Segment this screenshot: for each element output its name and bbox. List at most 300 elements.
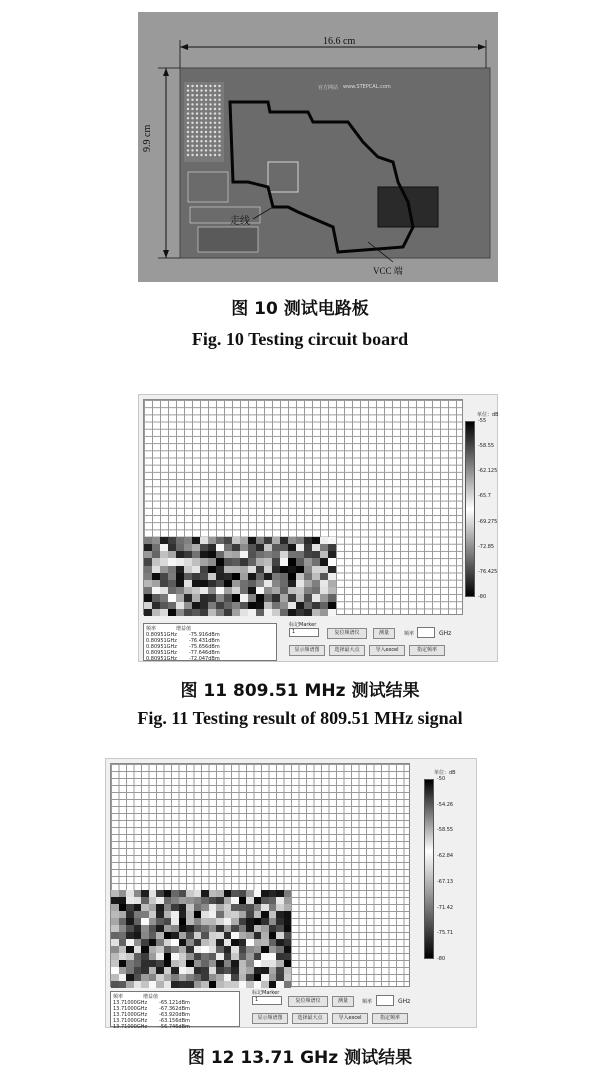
list-item[interactable]: 0.80951GHz -72.047dBm: [146, 656, 220, 662]
heatmap-cell: [312, 544, 320, 551]
heatmap-cell: [168, 566, 176, 573]
heatmap-cell: [119, 960, 127, 967]
heatmap-cell: [144, 580, 152, 587]
heatmap-cell: [149, 904, 157, 911]
heatmap-cell: [216, 939, 224, 946]
heatmap-cell: [224, 558, 232, 565]
heatmap-cell: [320, 566, 328, 573]
heatmap-cell: [261, 967, 269, 974]
heatmap-cell: [216, 946, 224, 953]
heatmap-cell: [269, 932, 277, 939]
heatmap-cell: [256, 587, 264, 594]
heatmap-cell: [156, 890, 164, 897]
heatmap-cell: [261, 974, 269, 981]
heatmap-cell: [328, 537, 336, 544]
heatmap-cell: [194, 925, 202, 932]
heatmap-cell: [248, 551, 256, 558]
heatmap-cell: [141, 974, 149, 981]
heatmap-cell: [239, 911, 247, 918]
heatmap-cell: [149, 890, 157, 897]
heatmap-cell: [248, 573, 256, 580]
heatmap-cell: [200, 602, 208, 609]
heatmap-cell: [209, 925, 217, 932]
heatmap-cell: [171, 932, 179, 939]
heatmap-cell: [149, 939, 157, 946]
heatmap-cell: [179, 911, 187, 918]
heatmap-cell: [320, 544, 328, 551]
heatmap-cell: [152, 573, 160, 580]
heatmap-cell: [254, 897, 262, 904]
heatmap-cell: [246, 967, 254, 974]
heatmap-cell: [141, 981, 149, 988]
heatmap-cell: [164, 967, 172, 974]
heatmap-cell: [246, 939, 254, 946]
heatmap-cell: [126, 890, 134, 897]
heatmap-cell: [186, 890, 194, 897]
heatmap-cell: [304, 609, 312, 616]
heatmap-cell: [231, 967, 239, 974]
fig12-unit: GHz: [398, 998, 411, 1005]
heatmap-cell: [239, 904, 247, 911]
heatmap-cell: [232, 573, 240, 580]
fig11-reset-button[interactable]: 复位频谱仪: [327, 628, 367, 639]
colorbar-tick-label: -55: [478, 418, 487, 424]
heatmap-cell: [171, 939, 179, 946]
heatmap-cell: [160, 587, 168, 594]
heatmap-cell: [231, 897, 239, 904]
heatmap-cell: [186, 911, 194, 918]
fig11-freq-input[interactable]: [417, 627, 435, 638]
heatmap-cell: [239, 932, 247, 939]
heatmap-cell: [209, 953, 217, 960]
colorbar-tick-label: -75.71: [437, 930, 454, 937]
heatmap-cell: [192, 566, 200, 573]
heatmap-cell: [201, 981, 209, 988]
heatmap-cell: [240, 544, 248, 551]
heatmap-cell: [134, 897, 142, 904]
heatmap-cell: [256, 609, 264, 616]
heatmap-cell: [168, 609, 176, 616]
heatmap-cell: [201, 904, 209, 911]
heatmap-cell: [239, 897, 247, 904]
fig12-reset-button[interactable]: 复位频谱仪: [288, 996, 328, 1007]
heatmap-cell: [176, 609, 184, 616]
heatmap-cell: [328, 566, 336, 573]
heatmap-cell: [134, 925, 142, 932]
heatmap-cell: [160, 558, 168, 565]
heatmap-cell: [224, 890, 232, 897]
heatmap-cell: [184, 558, 192, 565]
heatmap-cell: [231, 981, 239, 988]
heatmap-cell: [284, 967, 292, 974]
heatmap-cell: [224, 974, 232, 981]
heatmap-cell: [184, 551, 192, 558]
fig12-set-freq-button[interactable]: 指定频率: [372, 1013, 408, 1024]
heatmap-cell: [168, 602, 176, 609]
heatmap-cell: [261, 918, 269, 925]
heatmap-cell: [134, 960, 142, 967]
heatmap-cell: [231, 960, 239, 967]
heatmap-cell: [149, 967, 157, 974]
heatmap-cell: [284, 960, 292, 967]
heatmap-cell: [239, 890, 247, 897]
heatmap-cell: [171, 960, 179, 967]
fig11-show-spectrum-button[interactable]: 显示频谱图: [289, 645, 325, 656]
heatmap-cell: [280, 551, 288, 558]
heatmap-cell: [194, 918, 202, 925]
heatmap-cell: [171, 918, 179, 925]
heatmap-cell: [171, 981, 179, 988]
heatmap-cell: [296, 573, 304, 580]
list-item[interactable]: 13.71000GHz -56.746dBm: [113, 1024, 190, 1030]
fig12-marker-select[interactable]: 1: [252, 996, 282, 1005]
fig11-import-excel-button[interactable]: 导入excel: [369, 645, 405, 656]
fig12-caption-cn: 图 12 13.71 GHz 测试结果: [187, 1048, 413, 1068]
heatmap-cell: [269, 911, 277, 918]
heatmap-cell: [224, 911, 232, 918]
heatmap-cell: [254, 904, 262, 911]
heatmap-cell: [284, 953, 292, 960]
fig11-measure-button[interactable]: 测量: [373, 628, 395, 639]
heatmap-cell: [276, 918, 284, 925]
heatmap-cell: [231, 932, 239, 939]
heatmap-cell: [312, 594, 320, 601]
heatmap-cell: [224, 939, 232, 946]
fig12-colorbar-ticks: [437, 776, 459, 962]
heatmap-cell: [216, 594, 224, 601]
heatmap-cell: [111, 939, 119, 946]
heatmap-cell: [164, 946, 172, 953]
heatmap-cell: [200, 551, 208, 558]
heatmap-cell: [200, 587, 208, 594]
heatmap-cell: [328, 587, 336, 594]
heatmap-cell: [186, 939, 194, 946]
fig11-select-max-button[interactable]: 选择最大点: [329, 645, 365, 656]
heatmap-cell: [280, 587, 288, 594]
heatmap-cell: [276, 911, 284, 918]
heatmap-cell: [284, 925, 292, 932]
heatmap-cell: [256, 573, 264, 580]
heatmap-cell: [119, 918, 127, 925]
fig12-colorbar: [424, 779, 434, 959]
heatmap-cell: [141, 946, 149, 953]
heatmap-cell: [261, 960, 269, 967]
heatmap-cell: [168, 537, 176, 544]
heatmap-cell: [280, 573, 288, 580]
heatmap-cell: [288, 594, 296, 601]
heatmap-cell: [192, 537, 200, 544]
heatmap-cell: [179, 925, 187, 932]
heatmap-cell: [119, 911, 127, 918]
heatmap-cell: [246, 953, 254, 960]
heatmap-cell: [264, 580, 272, 587]
heatmap-cell: [296, 558, 304, 565]
heatmap-cell: [164, 981, 172, 988]
heatmap-cell: [156, 960, 164, 967]
heatmap-cell: [208, 558, 216, 565]
heatmap-cell: [276, 960, 284, 967]
heatmap-cell: [144, 566, 152, 573]
heatmap-cell: [288, 580, 296, 587]
heatmap-cell: [240, 609, 248, 616]
heatmap-cell: [168, 594, 176, 601]
heatmap-cell: [288, 551, 296, 558]
heatmap-cell: [248, 609, 256, 616]
heatmap-cell: [248, 587, 256, 594]
heatmap-cell: [248, 580, 256, 587]
heatmap-cell: [126, 939, 134, 946]
list-item[interactable]: 13.71000GHz -63.156dBm: [113, 1018, 190, 1024]
heatmap-cell: [276, 967, 284, 974]
heatmap-cell: [184, 602, 192, 609]
heatmap-cell: [141, 904, 149, 911]
heatmap-cell: [261, 946, 269, 953]
heatmap-cell: [256, 551, 264, 558]
heatmap-cell: [272, 580, 280, 587]
heatmap-cell: [312, 602, 320, 609]
heatmap-cell: [209, 918, 217, 925]
heatmap-cell: [264, 566, 272, 573]
heatmap-cell: [216, 558, 224, 565]
heatmap-cell: [144, 587, 152, 594]
heatmap-cell: [246, 981, 254, 988]
fig12-measure-button[interactable]: 测量: [332, 996, 354, 1007]
heatmap-cell: [156, 904, 164, 911]
heatmap-cell: [184, 544, 192, 551]
fig12-result-list[interactable]: [110, 991, 240, 1030]
heatmap-cell: [284, 890, 292, 897]
heatmap-cell: [176, 594, 184, 601]
heatmap-cell: [240, 587, 248, 594]
heatmap-cell: [164, 904, 172, 911]
heatmap-cell: [119, 946, 127, 953]
heatmap-cell: [201, 946, 209, 953]
heatmap-cell: [269, 918, 277, 925]
heatmap-cell: [156, 967, 164, 974]
heatmap-cell: [200, 580, 208, 587]
heatmap-cell: [284, 939, 292, 946]
heatmap-cell: [276, 890, 284, 897]
heatmap-cell: [288, 602, 296, 609]
heatmap-cell: [320, 587, 328, 594]
heatmap-cell: [208, 544, 216, 551]
fig12-show-spectrum-button[interactable]: 显示频谱图: [252, 1013, 288, 1024]
heatmap-cell: [239, 918, 247, 925]
heatmap-cell: [134, 967, 142, 974]
heatmap-cell: [149, 960, 157, 967]
list-item[interactable]: 13.71000GHz -65.121dBm: [113, 1000, 190, 1006]
heatmap-cell: [224, 587, 232, 594]
heatmap-cell: [240, 594, 248, 601]
heatmap-cell: [256, 544, 264, 551]
heatmap-cell: [192, 580, 200, 587]
heatmap-cell: [119, 953, 127, 960]
heatmap-cell: [224, 967, 232, 974]
heatmap-cell: [160, 609, 168, 616]
heatmap-cell: [144, 537, 152, 544]
heatmap-cell: [111, 974, 119, 981]
heatmap-cell: [156, 925, 164, 932]
heatmap-cell: [246, 925, 254, 932]
heatmap-cell: [232, 594, 240, 601]
heatmap-cell: [209, 904, 217, 911]
heatmap-cell: [280, 544, 288, 551]
heatmap-cell: [164, 918, 172, 925]
heatmap-cell: [194, 897, 202, 904]
heatmap-cell: [320, 609, 328, 616]
heatmap-cell: [276, 974, 284, 981]
heatmap-cell: [254, 911, 262, 918]
heatmap-cell: [216, 960, 224, 967]
heatmap-cell: [288, 544, 296, 551]
heatmap-cell: [248, 558, 256, 565]
fig12-select-max-button[interactable]: 选择最大点: [292, 1013, 328, 1024]
heatmap-cell: [156, 918, 164, 925]
heatmap-cell: [246, 974, 254, 981]
list-item[interactable]: 0.80951GHz -77.646dBm: [146, 650, 220, 656]
heatmap-cell: [156, 897, 164, 904]
heatmap-cell: [224, 946, 232, 953]
heatmap-cell: [119, 981, 127, 988]
heatmap-cell: [111, 904, 119, 911]
heatmap-cell: [246, 918, 254, 925]
list-item[interactable]: 13.71000GHz -63.920dBm: [113, 1012, 190, 1018]
heatmap-cell: [186, 897, 194, 904]
heatmap-cell: [156, 981, 164, 988]
colorbar-tick-label: -80: [437, 956, 446, 962]
heatmap-cell: [184, 580, 192, 587]
fig10-caption-en: Fig. 10 Testing circuit board: [191, 329, 409, 349]
colorbar-tick-label: -72.85: [478, 543, 495, 550]
heatmap-cell: [194, 939, 202, 946]
heatmap-cell: [171, 904, 179, 911]
heatmap-cell: [320, 537, 328, 544]
heatmap-cell: [216, 566, 224, 573]
fig11-caption-cn: 图 11 809.51 MHz 测试结果: [180, 681, 420, 701]
fig12-freq-input[interactable]: [376, 995, 394, 1006]
fig11-set-freq-button[interactable]: 指定频率: [409, 645, 445, 656]
heatmap-cell: [200, 558, 208, 565]
heatmap-cell: [216, 911, 224, 918]
colorbar-tick-label: -58.55: [478, 443, 495, 450]
heatmap-cell: [152, 602, 160, 609]
heatmap-cell: [269, 960, 277, 967]
heatmap-cell: [152, 537, 160, 544]
heatmap-cell: [126, 932, 134, 939]
heatmap-cell: [280, 558, 288, 565]
heatmap-cell: [276, 904, 284, 911]
heatmap-cell: [208, 551, 216, 558]
heatmap-cell: [119, 890, 127, 897]
heatmap-cell: [179, 904, 187, 911]
heatmap-cell: [192, 558, 200, 565]
heatmap-cell: [194, 974, 202, 981]
heatmap-cell: [304, 537, 312, 544]
heatmap-cell: [256, 537, 264, 544]
heatmap-cell: [216, 953, 224, 960]
heatmap-cell: [272, 573, 280, 580]
colorbar-tick-label: -54.26: [437, 801, 454, 808]
heatmap-cell: [254, 953, 262, 960]
heatmap-cell: [111, 925, 119, 932]
heatmap-cell: [171, 953, 179, 960]
heatmap-cell: [256, 602, 264, 609]
heatmap-cell: [239, 946, 247, 953]
heatmap-cell: [272, 602, 280, 609]
fig12-heatmap-grid: [110, 763, 410, 987]
heatmap-cell: [186, 918, 194, 925]
fig11-result-list[interactable]: [143, 623, 277, 661]
heatmap-cell: [256, 594, 264, 601]
heatmap-cell: [320, 580, 328, 587]
heatmap-cell: [232, 566, 240, 573]
heatmap-cell: [156, 932, 164, 939]
heatmap-cell: [126, 946, 134, 953]
heatmap-cell: [208, 594, 216, 601]
heatmap-cell: [119, 904, 127, 911]
heatmap-cell: [254, 925, 262, 932]
heatmap-cell: [224, 932, 232, 939]
list-item[interactable]: 0.80951GHz -75.916dBm: [146, 632, 220, 638]
heatmap-cell: [164, 890, 172, 897]
heatmap-cell: [209, 932, 217, 939]
heatmap-cell: [231, 890, 239, 897]
colorbar-tick-label: -62.84: [437, 853, 454, 860]
heatmap-cell: [111, 967, 119, 974]
list-item[interactable]: 0.80951GHz -76.431dBm: [146, 638, 220, 644]
heatmap-cell: [312, 580, 320, 587]
heatmap-cell: [149, 918, 157, 925]
heatmap-cell: [141, 918, 149, 925]
heatmap-cell: [200, 537, 208, 544]
heatmap-cell: [264, 609, 272, 616]
heatmap-cell: [192, 609, 200, 616]
heatmap-cell: [216, 602, 224, 609]
heatmap-cell: [284, 946, 292, 953]
heatmap-cell: [111, 918, 119, 925]
heatmap-cell: [179, 890, 187, 897]
heatmap-cell: [231, 925, 239, 932]
heatmap-cell: [269, 953, 277, 960]
heatmap-cell: [208, 537, 216, 544]
heatmap-cell: [179, 946, 187, 953]
heatmap-cell: [272, 587, 280, 594]
heatmap-cell: [304, 573, 312, 580]
heatmap-cell: [141, 911, 149, 918]
heatmap-cell: [328, 551, 336, 558]
heatmap-cell: [280, 609, 288, 616]
heatmap-cell: [192, 594, 200, 601]
trace-label: 走线: [230, 216, 250, 227]
heatmap-cell: [269, 939, 277, 946]
fig11-marker-select[interactable]: 1: [289, 628, 319, 637]
list-item[interactable]: 13.71000GHz -67.362dBm: [113, 1006, 190, 1012]
list-header-freq: 频率: [113, 994, 124, 1000]
heatmap-cell: [168, 573, 176, 580]
colorbar-tick-label: -67.13: [437, 878, 454, 885]
heatmap-cell: [126, 953, 134, 960]
circuit-board-drawing: [138, 12, 498, 282]
heatmap-cell: [144, 609, 152, 616]
heatmap-cell: [224, 566, 232, 573]
heatmap-cell: [239, 967, 247, 974]
heatmap-cell: [126, 904, 134, 911]
board-text-2: www.STEPCAL.com: [343, 84, 391, 90]
heatmap-cell: [126, 960, 134, 967]
list-item[interactable]: 0.80951GHz -75.656dBm: [146, 644, 220, 650]
heatmap-cell: [216, 932, 224, 939]
fig12-import-excel-button[interactable]: 导入excel: [332, 1013, 368, 1024]
